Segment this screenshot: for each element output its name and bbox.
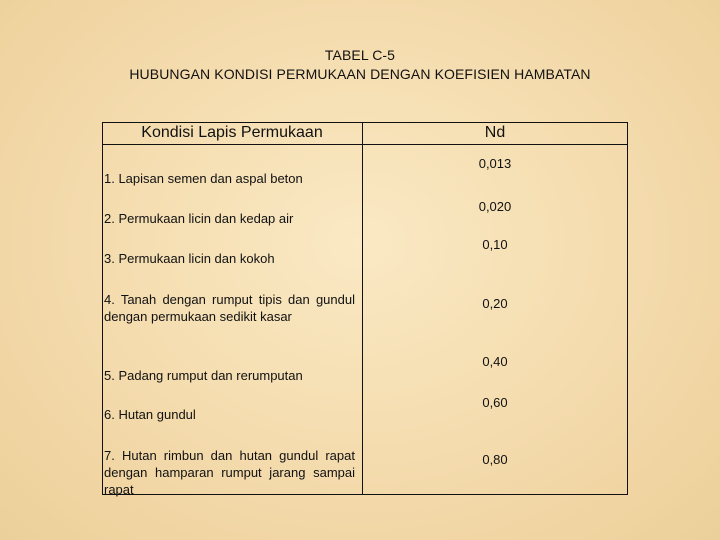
row-5-condition: 5. Padang rumput dan rerumputan xyxy=(104,368,303,383)
row-1-condition: 1. Lapisan semen dan aspal beton xyxy=(104,171,303,186)
row-7-condition: 7. Hutan rimbun dan hutan gundul rapat dengan hamparan rumput jarang sampai rapat xyxy=(104,448,355,497)
header-nd: Nd xyxy=(484,124,506,141)
row-4-condition: 4. Tanah dengan rumput tipis dan gundul dengan permukaan sedikit kasar xyxy=(104,292,355,324)
row-2-condition: 2. Permukaan licin dan kedap air xyxy=(104,211,294,226)
row-3-nd: 0,10 xyxy=(482,237,508,252)
row-4-nd: 0,20 xyxy=(482,296,508,311)
row-2-nd: 0,020 xyxy=(478,199,512,214)
row-5-nd: 0,40 xyxy=(482,354,508,369)
row-7-nd: 0,80 xyxy=(482,452,508,467)
header-divider xyxy=(102,144,628,145)
row-1-nd: 0,013 xyxy=(478,156,512,171)
table-caption-number: TABEL C-5 xyxy=(324,47,396,63)
row-6-condition: 6. Hutan gundul xyxy=(104,407,196,422)
row-6-nd: 0,60 xyxy=(482,395,508,410)
header-condition: Kondisi Lapis Permukaan xyxy=(141,124,323,141)
table-caption-title: HUBUNGAN KONDISI PERMUKAAN DENGAN KOEFISIEN HAMBATAN xyxy=(129,66,591,82)
row-3-condition: 3. Permukaan licin dan kokoh xyxy=(104,251,275,266)
